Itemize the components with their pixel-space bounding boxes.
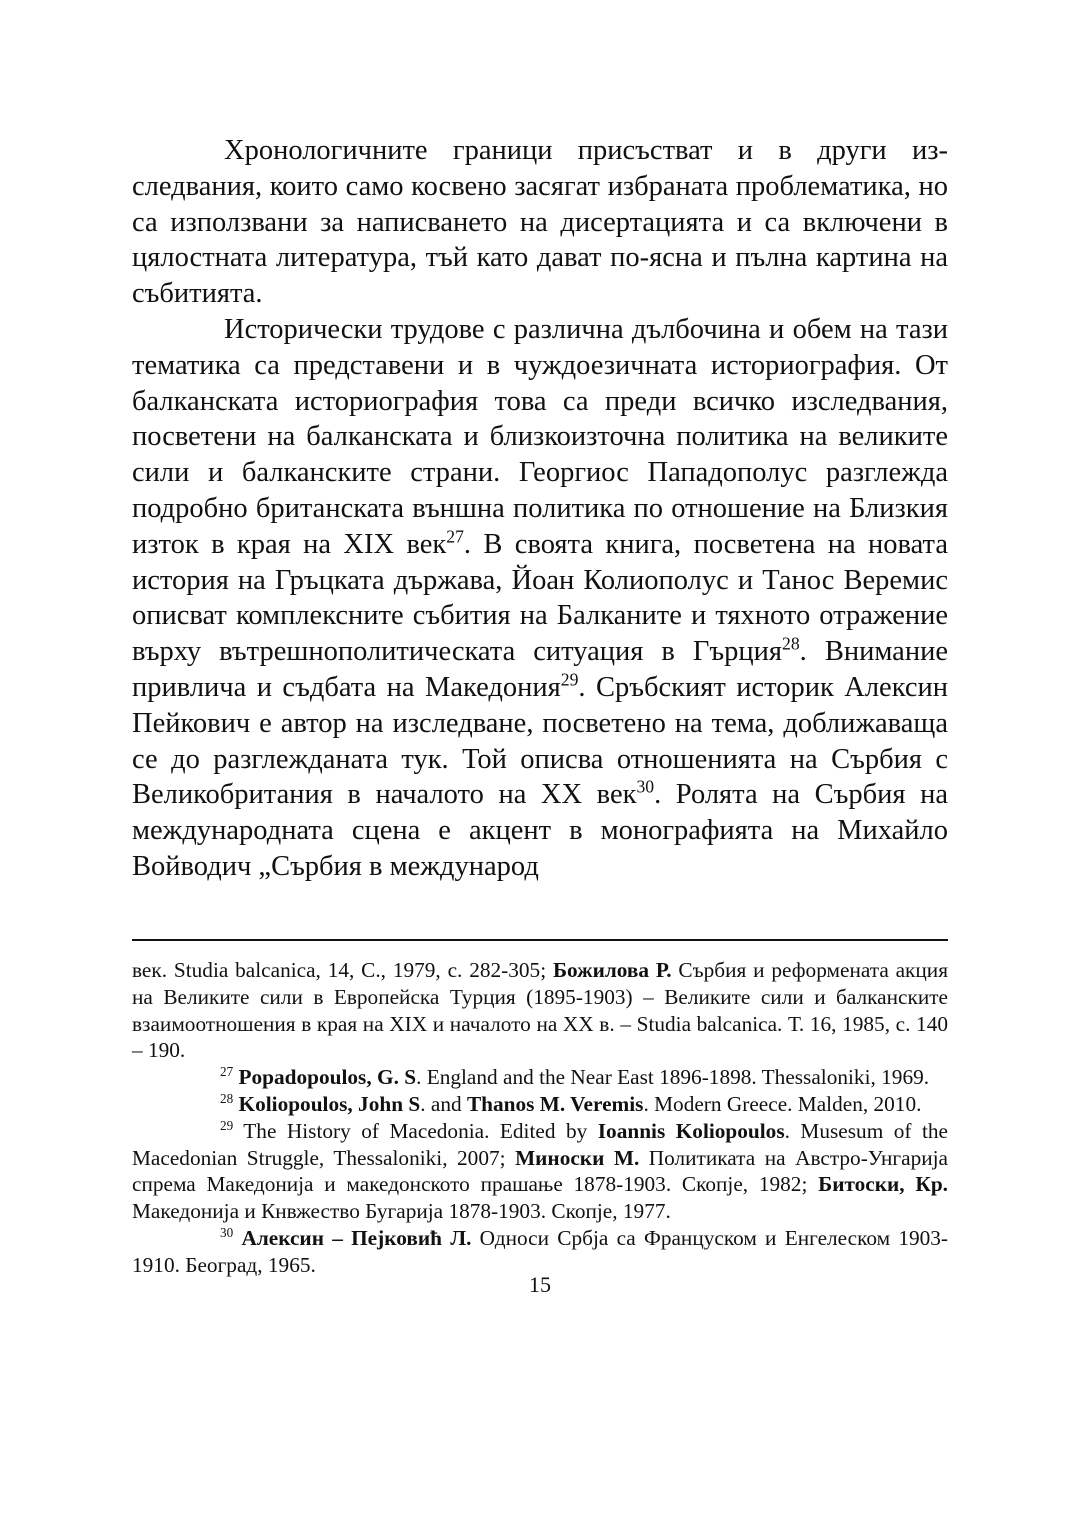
footnote-29: [132, 1118, 948, 1225]
footnote-27: [132, 1064, 948, 1091]
paragraph-1: [132, 133, 948, 312]
footnote-29-number: 29: [220, 1117, 234, 1133]
footnote-30: [132, 1225, 948, 1279]
footnote-ref-27[interactable]: 27: [446, 526, 464, 547]
footnote-29-author-3: Битоски, Кр.: [818, 1172, 948, 1197]
footnotes: [132, 957, 948, 1279]
footnote-28-text-1: . and: [420, 1091, 467, 1116]
page-number: 15: [529, 1272, 551, 1297]
footnote-27-text: . England and the Near East 1896-1898. Thessaloniki, 1969.: [416, 1065, 930, 1090]
paragraph-2-text-e: . Ролята на Сърбия на международната сцена е акцент в монографията на Михайло Войводич „Сърбия в международ: [132, 779, 948, 882]
footnote-ref-30[interactable]: 30: [636, 776, 655, 797]
footnote-29-text-2: . Musesum of the Macedonian Struggle, Thessaloniki, 2007;: [132, 1118, 948, 1170]
footnote-27-author: Popadopoulos, G. S: [238, 1065, 417, 1090]
footnote-28-text-2: . Modern Greece. Malden, 2010.: [643, 1091, 922, 1116]
footnote-29-text-4: Македонија и Кнвжество Бугарија 1878-1903. Скопје, 1977.: [132, 1199, 671, 1224]
footnote-29-editor: Ioannis Koliopoulos: [597, 1118, 785, 1143]
footnote-28: [132, 1091, 948, 1118]
paragraph-2-text-a: Исторически трудове с различна дълбочина и обем на тази тематика са представени и в чуждоезичната историография. От балканската историография това са преди всичко изследвания, посветени на балканската и близкоизточна политика на великите сили и балканските страни. Георгиос Пападополус разглежда подробно британската външна политика по отношение на Близкия изток в края на XIX век: [132, 313, 948, 560]
footnote-separator: [132, 939, 948, 941]
footnote-30-text: Односи Србја са Француском и Енгелеском 1903-1910. Београд, 1965.: [132, 1225, 949, 1277]
paragraph-1-text: Хронологичните граници присъстват и в други изследвания, които само косвено засягат избраната проблематика, но са използвани за написването на дисертацията и са включени в цялостната литература, тъй като дават по-ясна и пълна картина на събитията.: [132, 135, 948, 310]
fn-cont-text-1: век. Studia balcanica, 14, С., 1979, с. 282-305;: [132, 958, 553, 982]
footnote-28-author-2: Thanos M. Veremis: [466, 1091, 644, 1116]
paragraph-2-text-b: . В своята книга, посветена на новата история на Гръцката държава, Йоан Колиополус и Танос Веремис описват комплексните събития на Балканите и тяхното отражение върху вътрешнополитическата ситуация в Гърция: [132, 528, 948, 668]
footnote-29-author-2: Миноски М.: [515, 1145, 640, 1170]
fn-cont-author: Божилова Р.: [552, 958, 672, 982]
footnote-ref-28[interactable]: 28: [782, 633, 800, 654]
paragraph-2: [132, 312, 948, 885]
footnote-27-number: 27: [220, 1064, 234, 1080]
paragraph-2-text-d: . Сръбският историк Алексин Пейкович е автор на изследване, посветено на тема, доближаваща се до разглежданата тук. Той описва отношенията на Сърбия с Великобритания в началото на XX век: [132, 671, 948, 811]
paragraph-2-text-c: . Внимание привлича и съдбата на Македония: [132, 636, 948, 703]
footnote-30-number: 30: [220, 1224, 234, 1240]
footnote-28-author-1: Koliopoulos, John S: [238, 1091, 421, 1116]
footnote-ref-29[interactable]: 29: [560, 669, 579, 690]
main-text: [132, 133, 948, 885]
footnote-29-text-1: The History of Macedonia. Edited by: [233, 1118, 598, 1143]
footnote-continuation: [132, 957, 948, 1064]
footnote-28-number: 28: [220, 1090, 234, 1106]
footnote-30-author: Алексин – Пејковиħ Л.: [241, 1225, 472, 1250]
footnote-29-text-3: Политиката на Австро-Унгарија спрема Македонија и македонското прашање 1878-1903. Скопје, 1982;: [132, 1145, 948, 1197]
fn-cont-text-2: Сърбия и реформената акция на Великите сили в Европейска Турция (1895-1903) – Великите сили и балканските взаимоотношения в края на XIX и началото на XX в. – Studia balcanica. Т. 16, 1985, с. 140 – 190.: [132, 958, 948, 1063]
